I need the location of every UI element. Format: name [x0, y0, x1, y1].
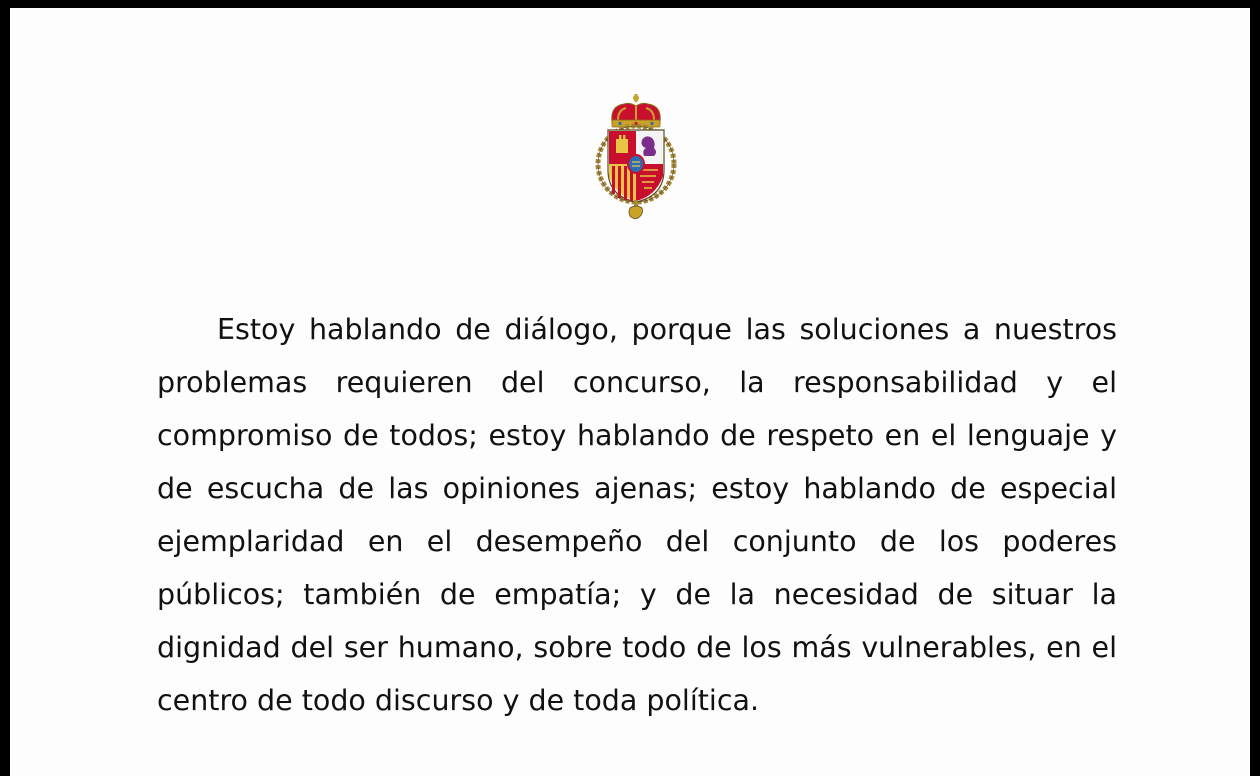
document-page — [10, 8, 1250, 776]
royal-coat-of-arms-icon — [594, 92, 678, 222]
speech-paragraph: Estoy hablando de diálogo, porque las soluciones a nuestros problemas requieren del concurso, la responsabilidad y el compromiso de todos; estoy hablando de respeto en el lenguaje y de escucha de las opiniones ajenas; estoy hablando de especial ejemplaridad en el desempeño del conjunto de los poderes públicos; también de empatía; y de la necesidad de situar la dignidad del ser humano, sobre todo de los más vulnerables, en el centro de todo discurso y de toda política. — [157, 313, 1117, 717]
